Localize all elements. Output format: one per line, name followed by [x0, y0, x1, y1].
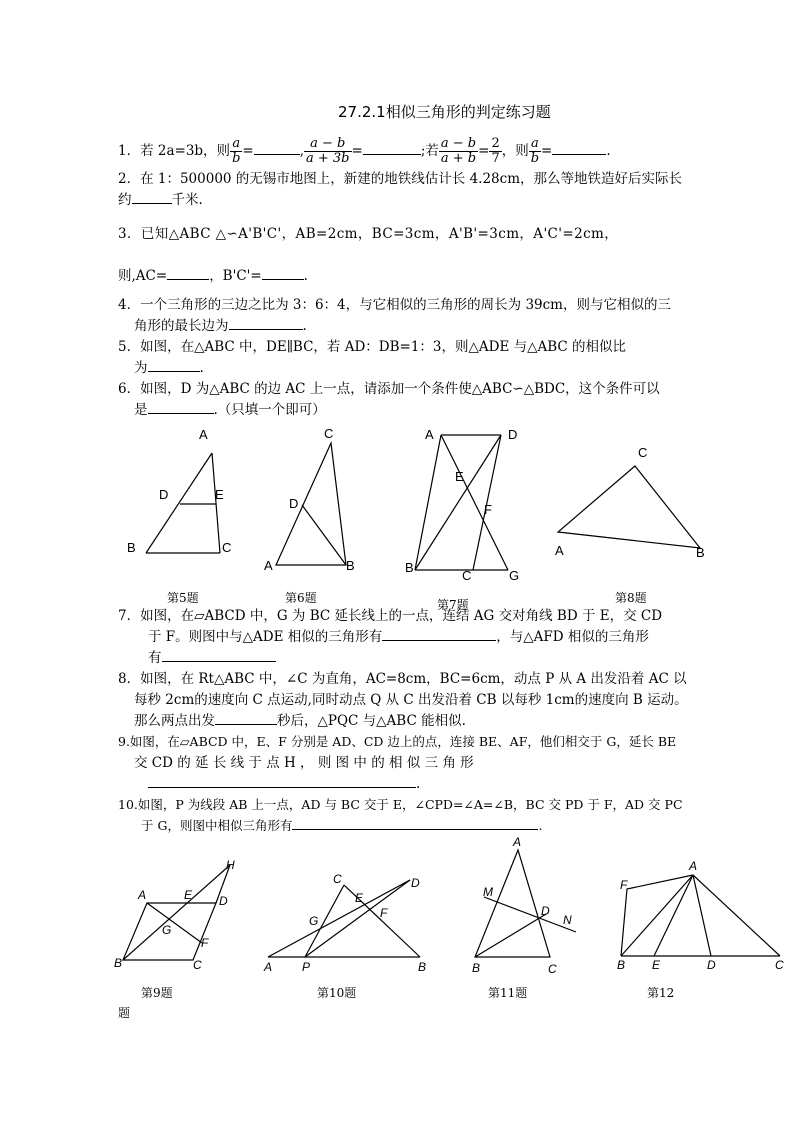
question-4-line2: 角形的最长边为 .	[134, 318, 307, 334]
label: B	[405, 560, 414, 575]
label: C	[775, 958, 784, 972]
question-9-line1: 9.如图，在▱ABCD 中，E、F 分别是 AD、CD 边上的点，连接 BE、AF，他们相交于 G，延长 BE	[118, 734, 677, 749]
question-7-line3: 有	[148, 649, 276, 667]
label: C	[638, 445, 648, 460]
label: F	[620, 878, 628, 892]
fraction-expression: $\frac{a - b}{a + 3b}$	[306, 136, 350, 166]
label: N	[563, 913, 572, 927]
answer-blank[interactable]	[148, 775, 416, 788]
caption-fig-9: 第9题	[141, 986, 173, 1000]
label: C	[222, 540, 232, 555]
label: A	[138, 888, 147, 902]
label: C	[193, 958, 202, 972]
answer-blank[interactable]	[148, 401, 214, 414]
question-3-line2: 则,AC= ，B'C'= .	[118, 268, 308, 284]
label: D	[411, 876, 420, 890]
label: A	[264, 558, 273, 573]
question-7-line2: 于 F。则图中与△ADE 相似的三角形有 ，与△AFD 相似的三角形	[148, 629, 649, 645]
caption-fig-10: 第10题	[317, 986, 357, 1000]
caption-fig-5: 第5题	[167, 591, 199, 605]
label: B	[472, 961, 481, 975]
answer-blank[interactable]	[215, 712, 277, 725]
answer-blank[interactable]	[382, 628, 496, 641]
question-8-line2: 每秒 2cm的速度向 C 点运动,同时动点 Q 从 C 出发沿着 CB 以每秒 1cm的速度向 B 运动。	[134, 692, 688, 708]
question-1: 1．若 2a=3b，则 $\frac{a}{b}$ = , $\frac{a - b}{a + 3b}$ = ;若 $\frac{a - b}{a + b}$ = $\frac{2}{7}$ ，则 $\frac{a}{b}$ = .	[118, 136, 611, 166]
label: D	[289, 496, 299, 511]
figure-8	[558, 466, 700, 548]
figure-11	[475, 850, 576, 957]
caption-fig-12: 第12	[647, 986, 675, 1000]
question-6-line1: 6．如图，D 为△ABC 的边 AC 上一点，请添加一个条件使△ABC∽△BDC，这个条件可以	[118, 381, 660, 397]
question-6-line2: 是 .（只填一个即可）	[134, 402, 326, 418]
figure-5	[146, 453, 220, 553]
caption-fig-8: 第8题	[615, 591, 647, 605]
page-title: 27.2.1相似三角形的判定练习题	[338, 103, 551, 121]
label: C	[324, 426, 334, 441]
caption-fig-12-cont: 题	[118, 1006, 131, 1020]
label: B	[617, 958, 626, 972]
label: E	[184, 888, 193, 902]
fraction-expression: $\frac{a - b}{a + b}$	[440, 136, 477, 166]
label: A	[689, 859, 698, 873]
label: A	[513, 835, 522, 849]
figure-10	[268, 880, 420, 957]
label: F	[201, 936, 209, 950]
caption-fig-11: 第11题	[488, 986, 528, 1000]
answer-blank[interactable]	[292, 817, 538, 830]
label: A	[555, 543, 564, 558]
label: A	[199, 427, 208, 442]
label: D	[707, 958, 716, 972]
label: H	[226, 858, 235, 872]
figure-12	[621, 875, 780, 956]
question-9-line2: 交 CD 的 延 长 线 于 点 H ， 则 图 中 的 相 似 三 角 形	[134, 755, 474, 771]
answer-blank[interactable]	[148, 359, 200, 372]
figure-7	[415, 435, 508, 570]
label: M	[483, 885, 493, 899]
question-8-line3: 那么两点出发 秒后，△PQC 与△ABC 能相似.	[134, 713, 466, 729]
answer-blank[interactable]	[254, 142, 300, 155]
question-8-line1: 8．如图，在 Rt△ABC 中，∠C 为直角，AC=8cm，BC=6cm，动点 P 从 A 出发沿着 AC 以	[118, 671, 687, 687]
label: E	[215, 487, 224, 502]
label: D	[541, 904, 550, 918]
question-2-line2: 约 千米.	[118, 192, 203, 208]
answer-blank[interactable]	[552, 142, 606, 155]
label: C	[548, 962, 557, 976]
answer-blank[interactable]	[229, 317, 303, 330]
figure-6	[276, 443, 346, 565]
figures-row-1	[0, 420, 794, 595]
question-4-line1: 4．一个三角形的三边之比为 3：6：4，与它相似的三角形的周长为 39cm，则与它相似的三	[118, 297, 671, 313]
label: A	[264, 960, 273, 974]
label: C	[462, 568, 472, 583]
label: B	[346, 558, 355, 573]
label: D	[508, 427, 518, 442]
label: G	[509, 568, 520, 583]
label: D	[159, 487, 169, 502]
figure-9	[123, 865, 230, 960]
fraction-a-over-b: $\frac{a}{b}$	[530, 136, 540, 166]
label: F	[484, 502, 492, 517]
question-7-line1: 7．如图，在▱ABCD 中，G 为 BC 延长线上的一点，连结 AG 交对角线 BD 于 E，交 CD	[118, 608, 663, 624]
label: E	[455, 469, 464, 484]
question-5-line2: 为 .	[134, 360, 204, 376]
answer-blank[interactable]	[262, 267, 304, 280]
answer-blank[interactable]	[363, 142, 421, 155]
fraction-two-sevenths: $\frac{2}{7}$	[491, 136, 500, 166]
label: G	[309, 914, 319, 928]
question-9-line3: .	[148, 775, 420, 793]
question-5-line1: 5．如图，在△ABC 中，DE∥BC，若 AD：DB=1：3，则△ADE 与△ABC 的相似比	[118, 339, 627, 355]
caption-fig-7: 第7题	[437, 598, 469, 612]
label: G	[162, 923, 172, 937]
question-10-line2: 于 G，则图中相似三角形有 .	[141, 818, 543, 833]
question-10-line1: 10.如图，P 为线段 AB 上一点，AD 与 BC 交于 E，∠CPD=∠A=∠B，BC 交 PD 于 F，AD 交 PC	[118, 797, 683, 812]
answer-blank[interactable]	[167, 267, 209, 280]
answer-blank[interactable]	[162, 649, 276, 662]
label: F	[380, 906, 388, 920]
question-2-line1: 2．在 1：500000 的无锡市地图上，新建的地铁线估计长 4.28cm，那么等地铁造好后实际长	[118, 171, 683, 187]
caption-fig-6: 第6题	[285, 591, 317, 605]
label: B	[696, 545, 705, 560]
label: D	[219, 894, 228, 908]
answer-blank[interactable]	[132, 191, 172, 204]
label: E	[355, 891, 364, 905]
label: A	[425, 427, 434, 442]
label: B	[418, 960, 427, 974]
fraction-a-over-b: $\frac{a}{b}$	[232, 136, 241, 166]
label: P	[302, 960, 311, 974]
label: B	[114, 956, 123, 970]
label: C	[333, 872, 342, 886]
label: B	[127, 540, 136, 555]
question-3-line1: 3．已知△ABC △∽A'B'C'，AB=2cm，BC=3cm，A'B'=3cm，A'C'=2cm，	[118, 226, 619, 242]
label: E	[652, 958, 661, 972]
figures-row-2	[0, 835, 794, 980]
